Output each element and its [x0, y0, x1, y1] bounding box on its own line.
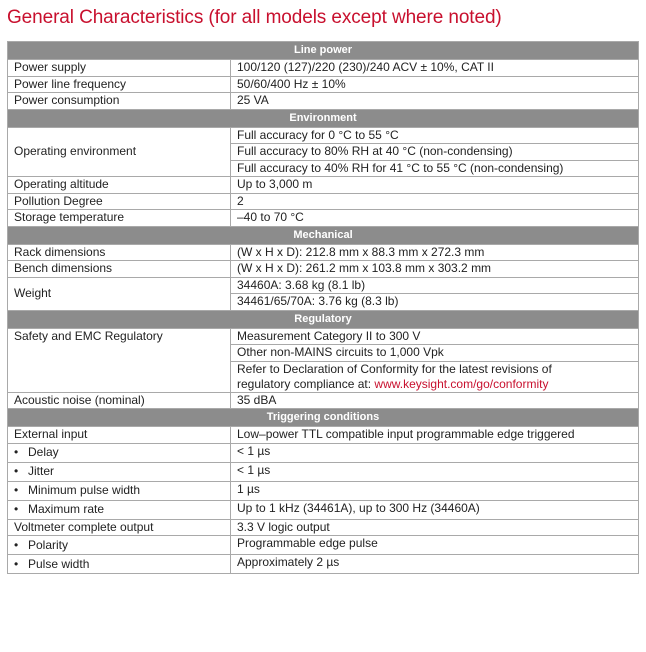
bullet-icon: •: [14, 483, 19, 497]
table-row: [8, 555, 639, 574]
spec-value: Other non-MAINS circuits to 1,000 Vpk: [231, 345, 639, 362]
table-row: [8, 277, 639, 294]
spec-label-text: Pulse width: [28, 556, 90, 571]
bullet-icon: •: [14, 556, 19, 571]
spec-value: Full accuracy to 80% RH at 40 °C (non-condensing): [231, 144, 639, 161]
section-header-row: [8, 409, 639, 427]
table-row: [8, 500, 639, 519]
spec-label: Bench dimensions: [8, 261, 231, 278]
spec-value-text: regulatory compliance at:: [237, 376, 375, 391]
table-row: [8, 261, 639, 278]
spec-value: Up to 3,000 m: [231, 177, 639, 194]
section-heading-regulatory: Regulatory: [8, 310, 639, 328]
spec-value: < 1 µs: [231, 462, 639, 481]
table-row: [8, 392, 639, 409]
spec-label: Safety and EMC Regulatory: [8, 328, 231, 392]
spec-label: Acoustic noise (nominal): [8, 392, 231, 409]
spec-value: 3.3 V logic output: [231, 519, 639, 536]
spec-value: 34460A: 3.68 kg (8.1 lb): [231, 277, 639, 294]
section-heading-triggering: Triggering conditions: [8, 409, 639, 427]
spec-value: (W x H x D): 212.8 mm x 88.3 mm x 272.3 mm: [231, 244, 639, 261]
spec-label: Weight: [8, 277, 231, 310]
spec-label: External input: [8, 427, 231, 444]
spec-label: Power line frequency: [8, 76, 231, 93]
spec-label: Pollution Degree: [8, 193, 231, 210]
bullet-icon: •: [14, 502, 19, 516]
conformity-link[interactable]: www.keysight.com/go/conformity: [374, 376, 549, 391]
spec-label: Storage temperature: [8, 210, 231, 227]
spec-label: Power supply: [8, 60, 231, 77]
spec-value: 1 µs: [231, 481, 639, 500]
section-heading-mechanical: Mechanical: [8, 226, 639, 244]
spec-value: (W x H x D): 261.2 mm x 103.8 mm x 303.2 mm: [231, 261, 639, 278]
spec-value: < 1 µs: [231, 443, 639, 462]
bullet-icon: •: [14, 445, 19, 459]
spec-value: 50/60/400 Hz ± 10%: [231, 76, 639, 93]
spec-label: [8, 536, 231, 555]
table-row: [8, 536, 639, 555]
section-header-row: [8, 42, 639, 60]
spec-value: [231, 361, 639, 392]
spec-label: [8, 462, 231, 481]
spec-label: Voltmeter complete output: [8, 519, 231, 536]
spec-value: –40 to 70 °C: [231, 210, 639, 227]
bullet-icon: •: [14, 464, 19, 478]
section-heading-environment: Environment: [8, 109, 639, 127]
spec-label-text: Maximum rate: [28, 502, 105, 516]
spec-table: [7, 41, 639, 574]
spec-label: Power consumption: [8, 93, 231, 110]
table-row: [8, 481, 639, 500]
section-heading-line-power: Line power: [8, 42, 639, 60]
table-row: [8, 93, 639, 110]
spec-value: Full accuracy to 40% RH for 41 °C to 55 °C (non-condensing): [231, 160, 639, 177]
table-row: [8, 127, 639, 144]
spec-label-text: Jitter: [28, 464, 55, 478]
table-row: [8, 210, 639, 227]
table-row: [8, 60, 639, 77]
table-row: [8, 443, 639, 462]
bullet-icon: •: [14, 537, 19, 552]
section-header-row: [8, 310, 639, 328]
spec-label: [8, 555, 231, 574]
spec-value: Approximately 2 µs: [231, 555, 639, 574]
spec-label: [8, 481, 231, 500]
table-row: [8, 462, 639, 481]
spec-label-text: Polarity: [28, 537, 69, 552]
spec-label-text: Delay: [28, 445, 59, 459]
spec-label: Operating environment: [8, 127, 231, 177]
spec-value: Up to 1 kHz (34461A), up to 300 Hz (34460A): [231, 500, 639, 519]
table-row: [8, 76, 639, 93]
spec-label: Operating altitude: [8, 177, 231, 194]
spec-value: 2: [231, 193, 639, 210]
table-row: [8, 244, 639, 261]
table-row: [8, 328, 639, 345]
section-header-row: [8, 226, 639, 244]
spec-value-line: Refer to Declaration of Conformity for the latest revisions of: [237, 361, 552, 376]
table-row: [8, 427, 639, 444]
spec-value: Measurement Category II to 300 V: [231, 328, 639, 345]
spec-label: Rack dimensions: [8, 244, 231, 261]
spec-value: 34461/65/70A: 3.76 kg (8.3 lb): [231, 294, 639, 311]
spec-value: 100/120 (127)/220 (230)/240 ACV ± 10%, CAT II: [231, 60, 639, 77]
spec-label-text: Minimum pulse width: [28, 483, 141, 497]
section-header-row: [8, 109, 639, 127]
spec-value: Programmable edge pulse: [231, 536, 639, 555]
table-row: [8, 193, 639, 210]
table-row: [8, 177, 639, 194]
spec-value: Full accuracy for 0 °C to 55 °C: [231, 127, 639, 144]
spec-value: 35 dBA: [231, 392, 639, 409]
spec-value: Low–power TTL compatible input programmable edge triggered: [231, 427, 639, 444]
page-title: General Characteristics (for all models except where noted): [7, 7, 502, 28]
spec-label: [8, 443, 231, 462]
spec-label: [8, 500, 231, 519]
spec-value: 25 VA: [231, 93, 639, 110]
spec-value-line: [237, 377, 632, 392]
table-row: [8, 519, 639, 536]
